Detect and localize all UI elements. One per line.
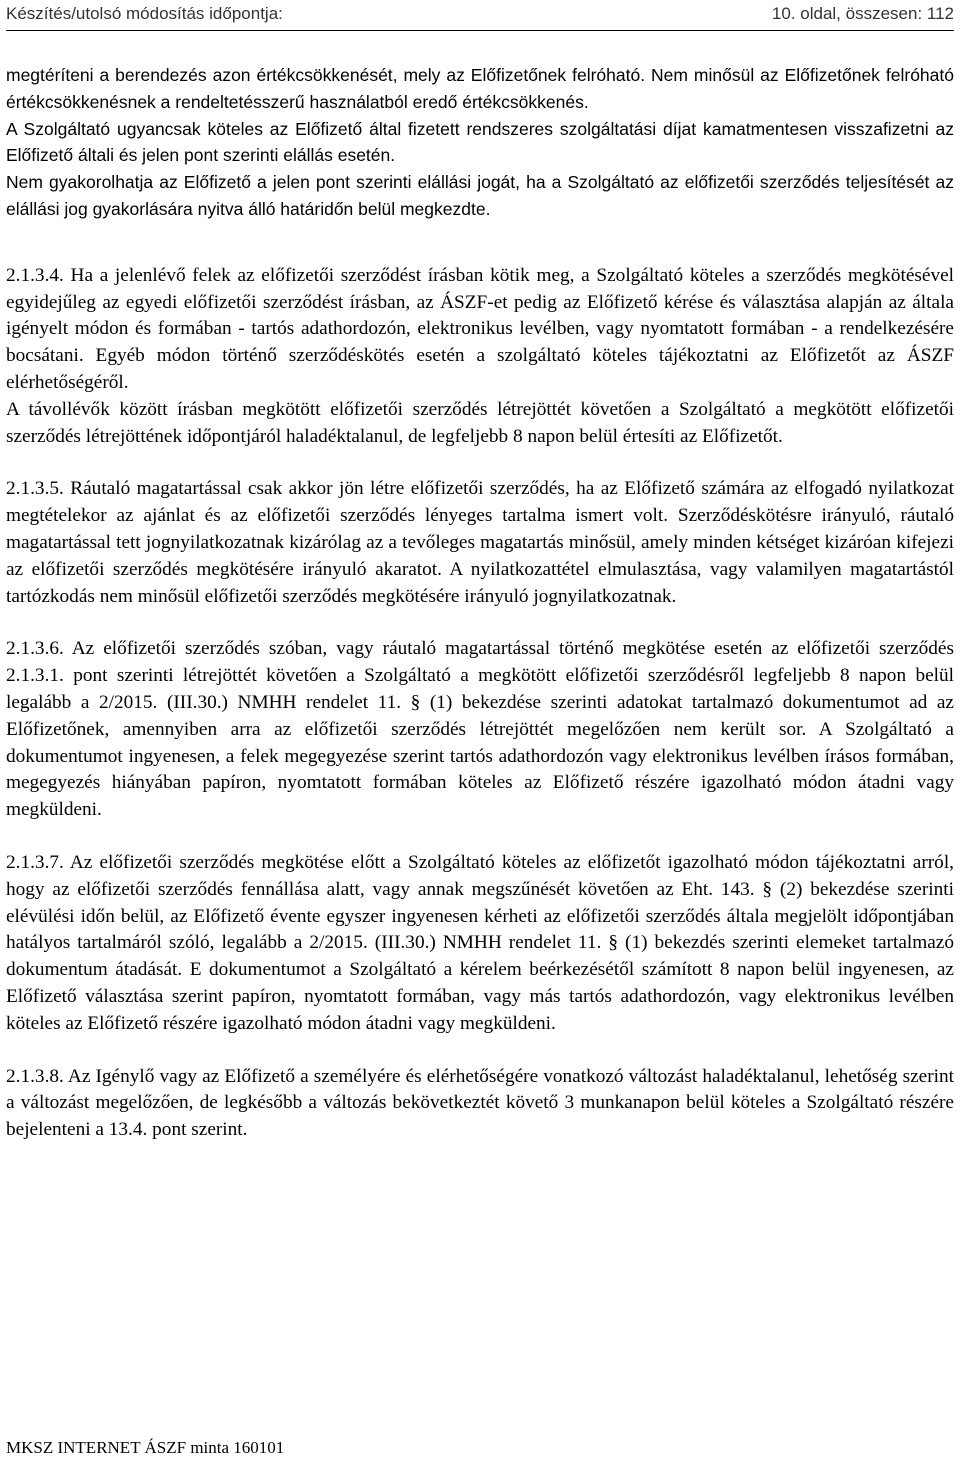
spacer bbox=[6, 450, 954, 476]
header-date-label: Készítés/utolsó módosítás időpontja: bbox=[6, 4, 283, 23]
paragraph-2-1-3-5: 2.1.3.5. Ráutaló magatartással csak akkor jön létre előfizetői szerződés, ha az Előfizető számára az elfogadó nyilatkozat megtételekor az ajánlat és az előfizetői szerződés lényeges tartalma ismert volt. Szerződéskötésre irányuló, ráutaló magatartással tett jognyilatkozatnak kizárólag az a tevőleges magatartás minősül, amely minden kétséget kizáróan kifejezi az előfizetői szerződés megkötésére irányuló akaratot. A nyilatkozattétel elmulasztása, vagy valamilyen magatartástól tartózkodás nem minősül előfizetői szerződés megkötésére irányuló jognyilatkozatnak. bbox=[6, 478, 954, 607]
header-page-count: 10. oldal, összesen: 112 bbox=[771, 4, 954, 23]
paragraph-2-1-3-7: 2.1.3.7. Az előfizetői szerződés megkötése előtt a Szolgáltató köteles az előfizetőt igazolható módon tájékoztatni arról, hogy az előfizetői szerződés fennállása alatt, vagy annak megszűnését követően az Eht. 143. § (2) bekezdése szerinti elévülési időn belül, az Előfizető évente egyszer ingyenesen kérheti az előfizetői szerződés általa megjelölt időpontjában hatályos tartalmáról szóló, legalább a 2/2015. (III.30.) NMHH rendelet 11. § (1) bekezdés szerinti elemeket tartalmazó dokumentum átadását. E dokumentumot a Szolgáltató a kérelem beérkezésétől számított 8 napon belül ingyenesen, az Előfizető választása szerint papíron, nyomtatott formában, vagy más tartós adathordozón, vagy elektronikus levélben köteles az Előfizető részére igazolható módon átadni vagy megküldeni. bbox=[6, 851, 954, 1034]
paragraph-distance-contract: A távollévők között írásban megkötött előfizetői szerződés létrejöttét követően a Szolgáltató a megkötött előfizetői szerződés létrejöttének időpontjáról haladéktalanul, de legfeljebb 8 napon belül értesíti az Előfizetőt. bbox=[6, 398, 954, 447]
spacer bbox=[6, 824, 954, 850]
spacer bbox=[6, 610, 954, 636]
paragraph-deprecation: megtéríteni a berendezés azon értékcsökkenését, mely az Előfizetőnek felróható. Nem minősül az Előfizetőnek felróható értékcsökkenésnek a rendeltetésszerű használatból eredő értékcsökkenés. bbox=[6, 65, 954, 112]
page-footer: MKSZ INTERNET ÁSZF minta 160101 bbox=[6, 1438, 285, 1457]
page-header bbox=[6, 2, 954, 31]
paragraph-2-1-3-8: 2.1.3.8. Az Igénylő vagy az Előfizető a személyére és elérhetőségére vonatkozó változást haladéktalanul, lehetőség szerint a változást megelőzően, de legkésőbb a változás bekövetkeztét követő 3 munkanapon belül köteles a Szolgáltató részére bejelenteni a 13.4. pont szerint. bbox=[6, 1065, 954, 1141]
paragraph-refund: A Szolgáltató ugyancsak köteles az Előfizető által fizetett rendszeres szolgáltatási díjat kamatmentesen visszafizetni az Előfizető általi és jelen pont szerinti elállás esetén. bbox=[6, 118, 954, 166]
paragraph-withdrawal-limit: Nem gyakorolhatja az Előfizető a jelen pont szerinti elállási jogát, ha a Szolgáltató az előfizetői szerződés teljesítését az elállási jog gyakorlására nyitva álló határidőn belül megkezdte. bbox=[6, 172, 954, 219]
spacer bbox=[6, 1038, 954, 1064]
paragraph-2-1-3-4: 2.1.3.4. Ha a jelenlévő felek az előfizetői szerződést írásban kötik meg, a Szolgáltató köteles a szerződés megkötésével egyidejűleg az egyedi előfizetői szerződést írásban, az ÁSZF-et pedig az Előfizető kérése és választása alapján az általa igényelt módon és formában - tartós adathordozón, elektronikus levélben, vagy nyomtatott formában - a rendelkezésére bocsátani. Egyéb módon történő szerződéskötés esetén a szolgáltató köteles tájékoztatni az Előfizetőt az ÁSZF elérhetőségéről. bbox=[6, 264, 954, 393]
document-body bbox=[6, 62, 954, 1144]
paragraph-2-1-3-6: 2.1.3.6. Az előfizetői szerződés szóban, vagy ráutaló magatartással történő megkötése esetén az előfizetői szerződés 2.1.3.1. pont szerinti létrejöttét követően a Szolgáltató a megkötött előfizetői szerződésről legfeljebb 8 napon belül legalább a 2/2015. (III.30.) NMHH rendelet 11. § (1) bekezdése szerinti adatokat tartalmazó dokumentumot ad az Előfizetőnek, amennyiben arra az előfizetői szerződés létrejöttét megelőzően nem került sor. A Szolgáltató a dokumentumot ingyenesen, a felek megegyezése szerint tartós adathordozón vagy elektronikus levélben írásos formában, megegyezés hiányában papíron, nyomtatott formában köteles az Előfizető részére igazolható módon átadni vagy megküldeni. bbox=[6, 638, 954, 821]
spacer bbox=[6, 223, 954, 263]
